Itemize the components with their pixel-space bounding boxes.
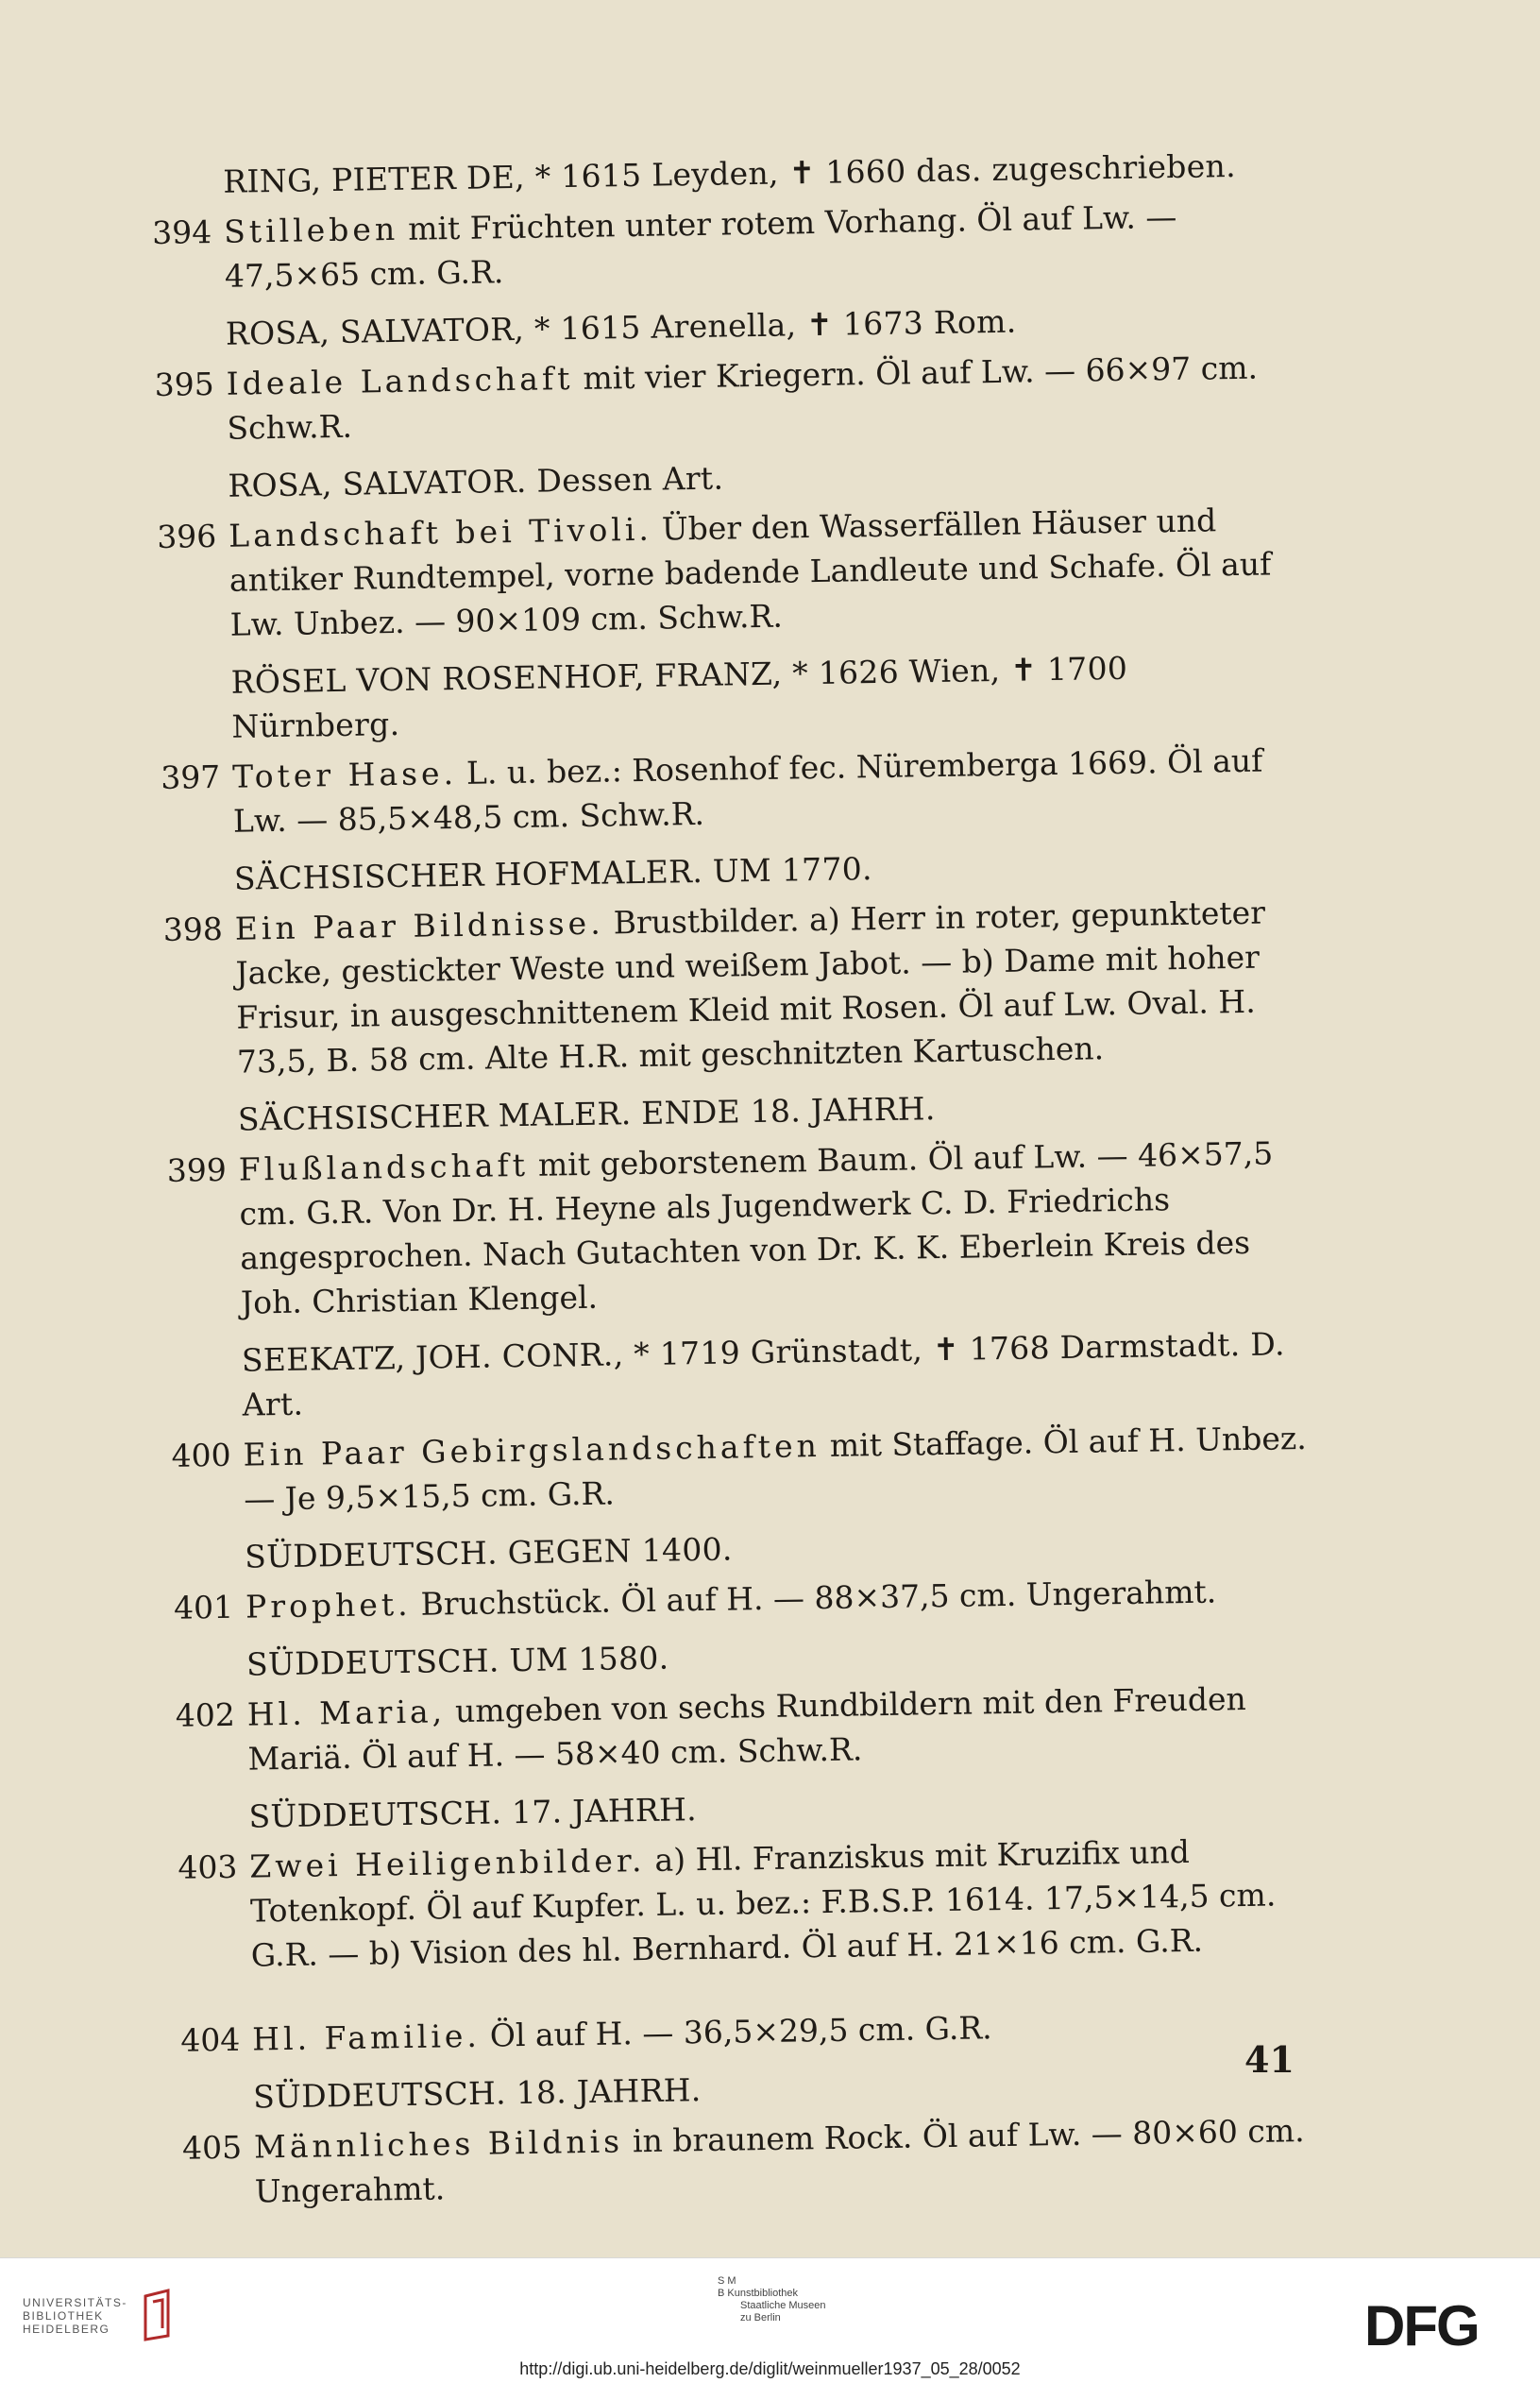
artist-heading: SÜDDEUTSCH. 17. JAHRH. xyxy=(248,1791,698,1835)
artist-heading: ROSA, SALVATOR. Dessen Art. xyxy=(228,459,724,504)
entry-description xyxy=(238,1131,1312,1325)
dfg-logo[interactable]: DFG xyxy=(1364,2294,1479,2357)
artwork-details: Bruchstück. Öl auf H. — 88×37,5 cm. Ungerahmt. xyxy=(420,1573,1217,1623)
artwork-details: Über den Wasserfällen Häuser und antiker Rundtempel, vorne badende Landleute und Schafe. Öl auf Lw. Unbez. — 90×109 cm. Schw.R. xyxy=(228,502,1272,643)
lot-number: 397 xyxy=(160,757,221,796)
university-library-logo[interactable]: UNIVERSITÄTS- BIBLIOTHEK HEIDELBERG xyxy=(23,2296,127,2336)
catalog-entry xyxy=(161,738,1304,844)
artwork-title: Flußlandschaft xyxy=(238,1146,530,1188)
lot-number: 395 xyxy=(154,365,215,403)
artwork-details: a) Hl. Franziskus mit Kruzifix und Totenkopf. Öl auf Kupfer. L. u. bez.: F.B.S.P. 1614. 17,5×14,5 cm. G.R. — b) Vision des hl. Bernhard. Öl auf H. 21×16 cm. G.R. xyxy=(249,1832,1277,1974)
artwork-title: Hl. Maria, xyxy=(246,1693,447,1733)
entry-description xyxy=(254,2108,1326,2214)
catalog-entry xyxy=(157,497,1301,648)
entry-description xyxy=(228,497,1301,647)
artist-heading: SÜDDEUTSCH. GEGEN 1400. xyxy=(244,1530,733,1575)
artwork-title: Toter Hase. xyxy=(231,754,458,795)
lot-number: 399 xyxy=(166,1150,228,1189)
lot-number: 405 xyxy=(181,2128,243,2167)
entry-description xyxy=(232,738,1304,843)
viewer-footer xyxy=(0,2257,1540,2383)
entry-description xyxy=(243,1416,1314,1522)
entry-description xyxy=(224,193,1295,298)
artwork-title: Prophet. xyxy=(245,1585,412,1626)
catalog-listing xyxy=(151,143,1326,2215)
artwork-details: L. u. bez.: Rosenhof fec. Nüremberga 1669. Öl auf Lw. — 85,5×48,5 cm. Schw.R. xyxy=(232,741,1263,840)
artwork-title: Landschaft bei Tivoli. xyxy=(228,510,653,554)
artist-heading: RÖSEL VON ROSENHOF, FRANZ, * 1626 Wien, ✝ 1700 Nürnberg. xyxy=(230,649,1128,745)
entry-description xyxy=(252,2000,1324,2062)
lot-number: 396 xyxy=(156,517,217,555)
lot-number: 401 xyxy=(173,1588,234,1626)
artwork-details: mit vier Kriegern. Öl auf Lw. — 66×97 cm. Schw.R. xyxy=(227,349,1259,447)
artwork-title: Stilleben xyxy=(223,210,399,250)
lot-number: 402 xyxy=(175,1695,236,1734)
catalog-entry xyxy=(166,1131,1312,1326)
artist-heading: ROSA, SALVATOR, * 1615 Arenella, ✝ 1673 Rom. xyxy=(225,302,1017,352)
artwork-details: mit geborstenem Baum. Öl auf Lw. — 46×57,5 cm. G.R. Von Dr. H. Heyne als Jugendwerk C. D. Friedrichs angesprochen. Nach Gutachten von Dr. K. K. Eberlein Kreis des Joh. Christian Klengel. xyxy=(239,1134,1274,1321)
lot-number: 394 xyxy=(151,213,212,251)
artwork-details: umgeben von sechs Rundbildern mit den Freuden Mariä. Öl auf H. — 58×40 cm. Schw.R. xyxy=(247,1679,1247,1778)
smb-kunstbibliothek-logo[interactable]: S M B Kunstbibliothek Staatliche Museen zu Berlin xyxy=(718,2275,826,2323)
catalog-entry xyxy=(152,193,1295,299)
university-emblem-icon xyxy=(140,2289,181,2341)
artwork-details: Brustbilder. a) Herr in roter, gepunkteter Jacke, gestickter Weste und weißem Jabot. — b) Dame mit hoher Frisur, in ausgeschnittenem Kleid mit Rosen. Öl auf Lw. Oval. H. 73,5, B. 58 cm. Alte H.R. mit geschnitzten Kartuschen. xyxy=(235,894,1266,1081)
artist-heading: SEEKATZ, JOH. CONR., * 1719 Grünstadt, ✝ 1768 Darmstadt. D. Art. xyxy=(241,1325,1286,1423)
artist-heading: SÄCHSISCHER MALER. ENDE 18. JAHRH. xyxy=(237,1090,936,1138)
artist-heading: SÜDDEUTSCH. UM 1580. xyxy=(245,1639,669,1683)
lot-number: 404 xyxy=(179,2020,241,2059)
lot-number: 403 xyxy=(178,1847,238,1886)
artist-heading: SÄCHSISCHER HOFMALER. UM 1770. xyxy=(233,850,873,897)
artwork-details: mit Staffage. Öl auf H. Unbez. — Je 9,5×15,5 cm. G.R. xyxy=(243,1419,1308,1518)
catalog-entry xyxy=(171,1416,1314,1523)
artwork-title: Ideale Landschaft xyxy=(226,360,574,402)
artwork-title: Hl. Familie. xyxy=(251,2017,482,2058)
entry-description xyxy=(246,1676,1318,1781)
artwork-details: Öl auf H. — 36,5×29,5 cm. G.R. xyxy=(489,2009,992,2054)
lot-number: 400 xyxy=(171,1436,231,1474)
catalog-entry xyxy=(182,2108,1326,2215)
catalog-entry xyxy=(180,2000,1324,2063)
entry-description xyxy=(234,890,1308,1084)
artwork-details: in braunem Rock. Öl auf Lw. — 80×60 cm. Ungerahmt. xyxy=(254,2112,1305,2210)
artwork-title: Männliches Bildnis xyxy=(253,2122,624,2166)
artist-heading: SÜDDEUTSCH. 18. JAHRH. xyxy=(252,2071,702,2116)
artwork-title: Ein Paar Gebirgslandschaften xyxy=(243,1427,821,1473)
entry-description xyxy=(245,1568,1317,1629)
lot-number: 398 xyxy=(162,910,224,948)
artist-heading: RING, PIETER DE, * 1615 Leyden, ✝ 1660 das. zugeschrieben. xyxy=(223,146,1237,200)
entry-description xyxy=(249,1828,1322,1978)
page-url[interactable]: http://digi.ub.uni-heidelberg.de/diglit/weinmueller1937_05_28/0052 xyxy=(519,2359,1021,2378)
page-number: 41 xyxy=(1244,2038,1295,2081)
artwork-title: Zwei Heiligenbilder. xyxy=(249,1842,646,1885)
catalog-entry xyxy=(175,1676,1318,1782)
catalog-entry xyxy=(162,890,1308,1085)
catalog-entry xyxy=(178,1828,1322,1979)
entry-description xyxy=(226,345,1297,451)
catalog-entry xyxy=(154,345,1297,451)
artwork-details: mit Früchten unter rotem Vorhang. Öl auf Lw. — 47,5×65 cm. G.R. xyxy=(224,197,1177,295)
artwork-title: Ein Paar Bildnisse. xyxy=(234,904,604,947)
